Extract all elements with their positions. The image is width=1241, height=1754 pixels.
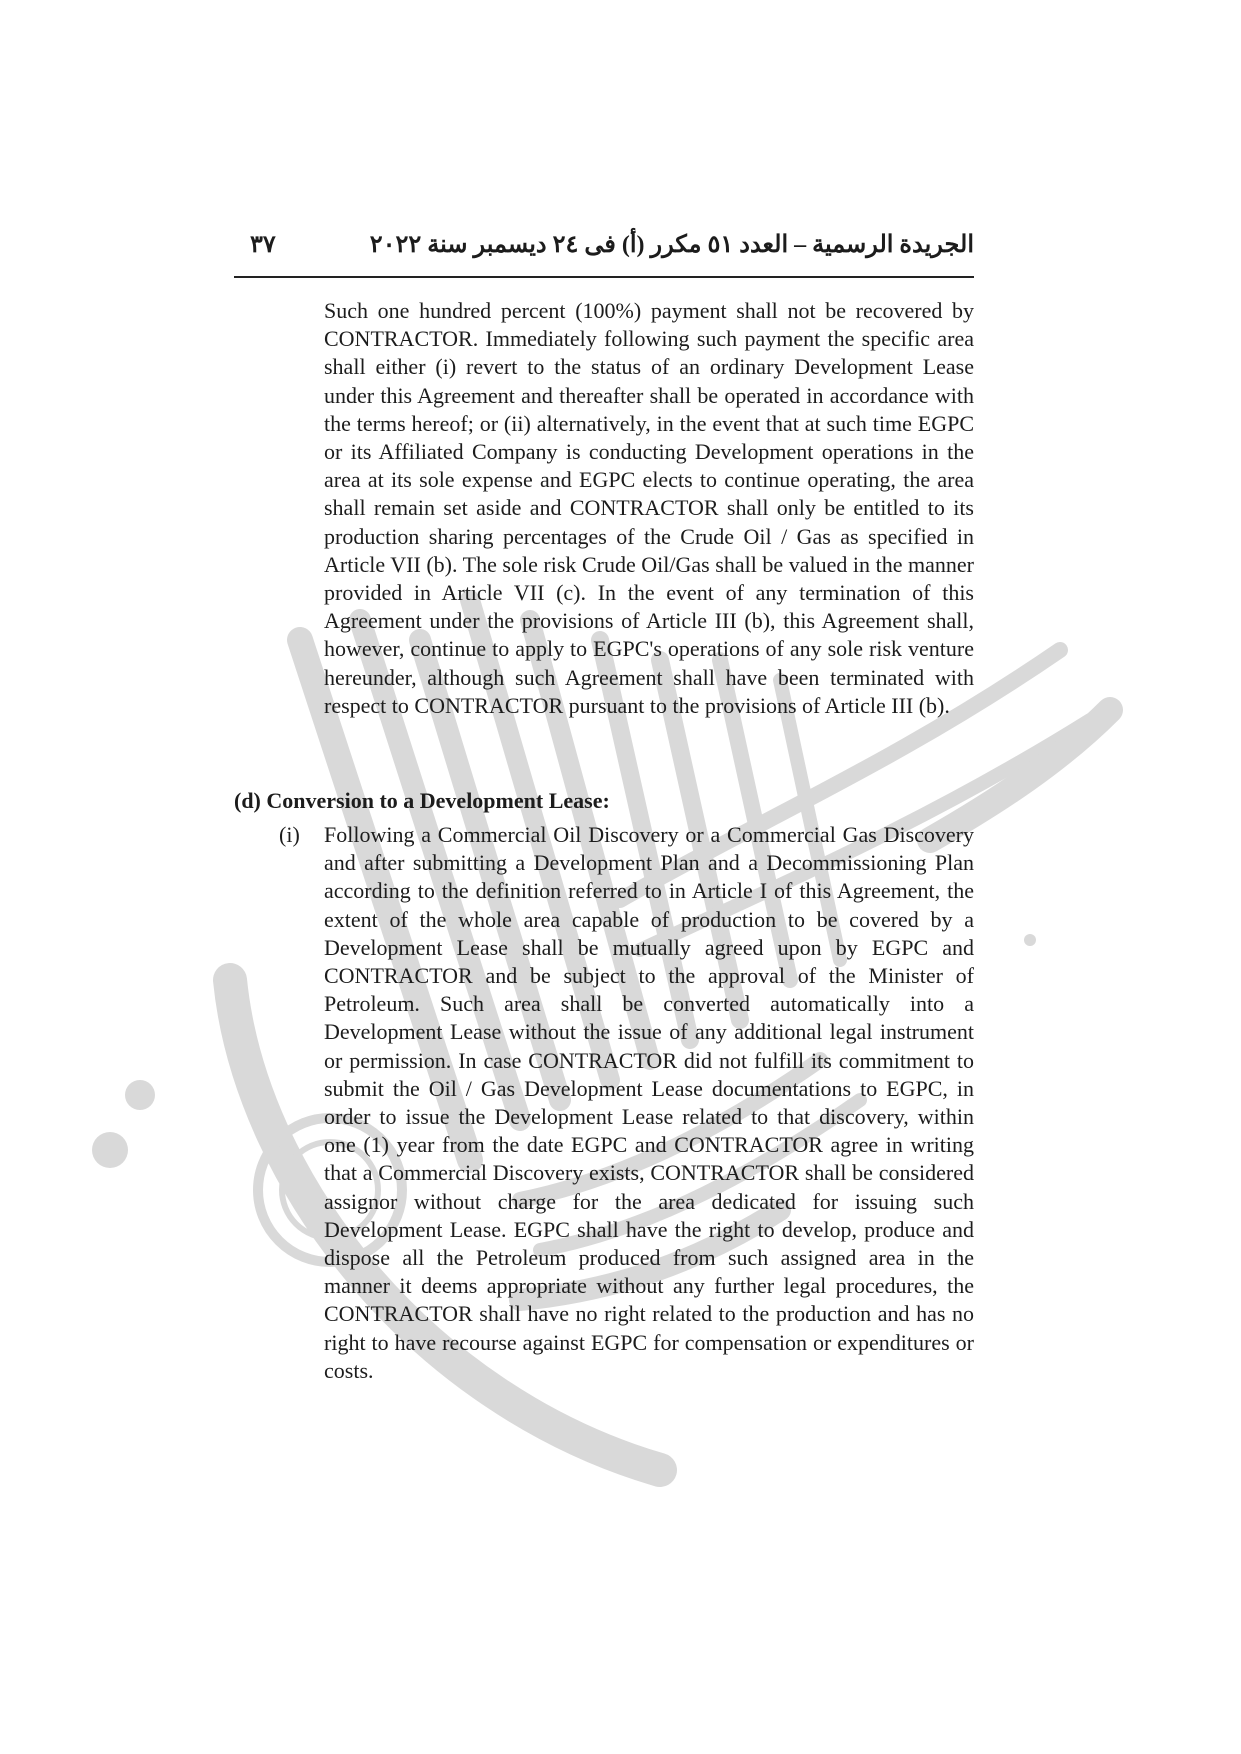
gazette-title: الجريدة الرسمية – العدد ٥١ مكرر (أ) فى ٢٤ ديسمبر سنة ٢٠٢٢	[369, 232, 974, 258]
watermark-dot	[125, 1080, 155, 1110]
page-number: ٣٧	[250, 232, 276, 258]
watermark-dot	[1024, 934, 1036, 946]
section-heading: (d) Conversion to a Development Lease:	[234, 788, 610, 813]
watermark-dot	[92, 1132, 128, 1168]
paragraph-sole-risk: Such one hundred percent (100%) payment shall not be recovered by CONTRACTOR. Immediately following such payment the specific area shall either (i) revert to the status of an ordinary Development Lease under this Agreement and thereafter shall be operated in accordance with the terms hereof; or (ii) alternatively, in the event that at such time EGPC or its Affiliated Company is conducting Development operations in the area at its sole expense and EGPC elects to continue operating, the area shall remain set aside and CONTRACTOR shall only be entitled to its production sharing percentages of the Crude Oil / Gas as specified in Article VII (b). The sole risk Crude Oil/Gas shall be valued in the manner provided in Article VII (c). In the event of any termination of this Agreement under the provisions of Article III (b), this Agreement shall, however, continue to apply to EGPC's operations of any sole risk venture hereunder, although such Agreement shall have been terminated with respect to CONTRACTOR pursuant to the provisions of Article III (b).	[324, 298, 974, 718]
paragraph-development-lease: Following a Commercial Oil Discovery or a Commercial Gas Discovery and after submitting a Development Plan and a Decommissioning Plan according to the definition referred to in Article I of this Agreement, the extent of the whole area capable of production to be covered by a Development Lease shall be mutually agreed upon by EGPC and CONTRACTOR and be subject to the approval of the Minister of Petroleum. Such area shall be converted automatically into a Development Lease without the issue of any additional legal instrument or permission. In case CONTRACTOR did not fulfill its commitment to submit the Oil / Gas Development Lease documentations to EGPC, in order to issue the Development Lease related to that discovery, within one (1) year from the date EGPC and CONTRACTOR agree in writing that a Commercial Discovery exists, CONTRACTOR shall be considered assignor without charge for the area dedicated for issuing such Development Lease. EGPC shall have the right to develop, produce and dispose all the Petroleum produced from such assigned area in the manner it deems appropriate without any further legal procedures, the CONTRACTOR shall have no right related to the production and has no right to have recourse against EGPC for compensation or expenditures or costs.	[324, 822, 974, 1383]
list-marker: (i)	[279, 822, 300, 847]
gazette-header	[234, 226, 974, 278]
